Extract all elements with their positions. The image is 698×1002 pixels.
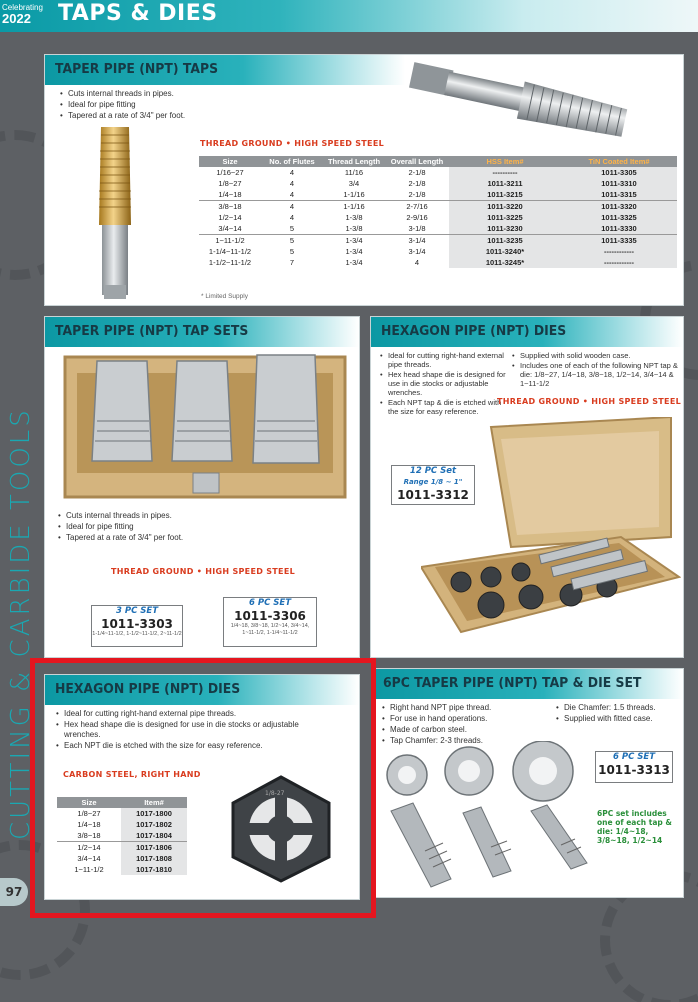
set-label-6pc: [223, 597, 317, 647]
table-cell: 1011-3225: [449, 212, 561, 223]
table-cell: 1017-1800: [121, 808, 187, 819]
feature-item: • Tap Chamfer: 2-3 threads.: [381, 736, 551, 746]
table-cell: 1017-1808: [121, 853, 187, 864]
feature-list-left: [379, 351, 509, 417]
feature-item: • Hex head shape die is designed for use in die stocks or adjustable wrenches.: [55, 720, 315, 740]
panel-title: HEXAGON PIPE (NPT) DIES: [381, 323, 567, 339]
feature-item: • Die Chamfer: 1.5 threads.: [555, 703, 683, 713]
table-row: [199, 235, 677, 247]
table-cell: 5: [289, 224, 295, 233]
table-cell: 1011-3215: [449, 189, 561, 201]
spec-line: THREAD GROUND • HIGH SPEED STEEL: [111, 567, 295, 576]
column-header: Item#: [121, 797, 187, 808]
table-cell: 2-1/8: [408, 190, 426, 199]
feature-item: • Cuts internal threads in pipes.: [57, 511, 347, 521]
badge-year: 2022: [2, 11, 31, 26]
column-header: TiN Coated Item#: [561, 156, 677, 167]
feature-item: • Ideal for cutting right-hand external pipe threads.: [379, 351, 509, 369]
table-cell: 1011-3211: [449, 178, 561, 189]
table-cell: 1011-3315: [561, 189, 677, 201]
footnote: * Limited Supply: [201, 293, 248, 300]
table-cell: 1011-3335: [561, 235, 677, 247]
table-cell: 1-3/8: [345, 213, 363, 222]
panel-header: [373, 669, 683, 699]
table-cell: 1011-3245*: [449, 257, 561, 268]
table-cell: 2-1/8: [408, 179, 426, 188]
table-cell: 1017-1810: [121, 864, 187, 875]
table-cell: ------------: [561, 257, 677, 268]
table-cell: 1017-1806: [121, 842, 187, 854]
feature-item: • Ideal for pipe fitting: [57, 522, 347, 532]
feature-item: • Supplied with solid wooden case.: [511, 351, 683, 360]
table-cell: 1/2~14: [57, 842, 121, 854]
set-range: Range 1/8 ~ 1": [403, 478, 463, 486]
table-cell: 1011-3235: [449, 235, 561, 247]
set-number: 1011-3312: [397, 488, 469, 502]
feature-list-right: [555, 703, 683, 725]
set-label-text: 12 PC Set: [409, 466, 457, 476]
table-cell: 2-7/16: [385, 201, 449, 213]
panel-header: [45, 55, 405, 85]
table-row: [199, 223, 677, 235]
table-cell: 4: [289, 168, 295, 177]
table-cell: 4: [289, 179, 295, 188]
tap-die-set-image: [381, 741, 593, 897]
table-cell: 1/16~27: [216, 168, 244, 177]
table-row: [199, 189, 677, 201]
table-cell: 3/8~18: [77, 831, 101, 840]
tap-die-set-panel: [372, 668, 684, 898]
steel-tap-image: [400, 57, 640, 152]
gold-tap-image: [85, 125, 145, 303]
feature-item: • Tapered at a rate of 3/4" per foot.: [57, 533, 347, 543]
panel-title: 6PC TAPER PIPE (NPT) TAP & DIE SET: [383, 675, 642, 691]
column-header: No. of Flutes: [261, 156, 323, 167]
panel-title: TAPER PIPE (NPT) TAP SETS: [55, 323, 249, 339]
table-cell: 1011-3310: [561, 178, 677, 189]
set-number: 1011-3306: [234, 609, 306, 623]
spec-line: THREAD GROUND • HIGH SPEED STEEL: [200, 139, 384, 148]
set-label-6pc-tap-die: [595, 751, 673, 783]
set-label-3pc: [91, 605, 183, 647]
table-cell: 1/4~18: [77, 820, 101, 829]
table-cell: 4: [261, 201, 323, 213]
table-cell: 1011-3240*: [449, 246, 561, 257]
table-cell: 3-1/8: [408, 224, 426, 233]
table-cell: 1011-3230: [449, 223, 561, 235]
set-number: 1011-3303: [101, 617, 173, 631]
feature-item: • For use in hand operations.: [381, 714, 551, 724]
table-cell: 1011-3305: [561, 167, 677, 178]
page-number: 97: [0, 878, 28, 906]
table-cell: 3/4: [348, 179, 360, 188]
feature-item: • Supplied with fitted case.: [555, 714, 683, 724]
column-header: Overall Length: [385, 156, 449, 167]
spec-line: CARBON STEEL, RIGHT HAND: [63, 770, 201, 779]
table-cell: ------------: [561, 246, 677, 257]
set-sizes: 1/4~18, 3/8~18, 1/2~14, 3/4~14, 1~11-1/2, 1-1/4~11-1/2: [230, 623, 310, 636]
feature-item: • Each NPT die is etched with the size for easy reference.: [55, 741, 315, 751]
table-cell: 2-1/8: [408, 168, 426, 177]
table-cell: 4: [289, 190, 295, 199]
table-cell: 1/8~27: [77, 809, 101, 818]
feature-item: • Cuts internal threads in pipes.: [59, 89, 319, 99]
table-row: [199, 257, 677, 268]
die-set-case-image: [421, 417, 681, 637]
feature-item: • Hex head shape die is designed for use in die stocks or adjustable wrenches.: [379, 370, 509, 397]
table-cell: 3-1/4: [385, 235, 449, 247]
table-cell: 1-1/4~11-1/2: [208, 247, 252, 256]
panel-header: [371, 317, 683, 347]
feature-list-right: [511, 351, 683, 389]
feature-item: • Each NPT tap & die is etched with the size for easy reference.: [379, 398, 509, 416]
table-cell: ----------: [449, 167, 561, 178]
table-cell: 1-3/4: [345, 247, 363, 256]
table-cell: 1/4~18: [218, 190, 242, 199]
die-etch-text: 1/8-27: [265, 790, 285, 797]
table-cell: 4: [289, 213, 295, 222]
table-cell: 1011-3330: [561, 223, 677, 235]
feature-item: • Ideal for cutting right-hand external pipe threads.: [55, 709, 315, 719]
table-cell: 7: [289, 258, 295, 267]
feature-item: • Ideal for pipe fitting: [59, 100, 319, 110]
table-cell: 2-9/16: [406, 213, 428, 222]
table-cell: 3/8~18: [199, 201, 261, 213]
table-cell: 1011-3325: [561, 212, 677, 223]
taps-panel: [44, 54, 684, 306]
table-cell: 1~11-1/2: [199, 235, 261, 247]
panel-title: HEXAGON PIPE (NPT) DIES: [55, 681, 241, 697]
table-cell: 1017-1804: [121, 830, 187, 842]
table-cell: 1/8~27: [218, 179, 242, 188]
table-row: [199, 212, 677, 223]
set-sizes: 1-1/4~11-1/2, 1-1/2~11-1/2, 2~11-1/2: [92, 631, 182, 637]
feature-item: • Right hand NPT pipe thread.: [381, 703, 551, 713]
feature-item: • Made of carbon steel.: [381, 725, 551, 735]
column-header: HSS Item#: [449, 156, 561, 167]
set-label-text: 6 PC SET: [612, 752, 656, 762]
table-cell: 3/4~14: [218, 224, 242, 233]
anniversary-badge: [2, 3, 46, 29]
taps-table: [199, 156, 677, 268]
table-row: [199, 178, 677, 189]
panel-title: TAPER PIPE (NPT) TAPS: [55, 61, 219, 77]
column-header: Size: [199, 156, 261, 167]
table-row: [199, 201, 677, 213]
feature-item: • Includes one of each of the following NPT tap & die: 1/8~27, 1/4~18, 3/8~18, 1/2~14, 3/4~14 & 1~11-1/2: [511, 361, 683, 388]
table-cell: 5: [261, 235, 323, 247]
set-note: 6PC set includes one of each tap & die: 1/4~18, 3/8~18, 1/2~14: [597, 809, 672, 845]
table-cell: 11/16: [344, 168, 364, 177]
table-cell: 1017-1802: [121, 819, 187, 830]
hex-dies-set-panel: [370, 316, 684, 658]
table-cell: 1011-3220: [449, 201, 561, 213]
table-cell: 5: [289, 247, 295, 256]
spec-line: THREAD GROUND • HIGH SPEED STEEL: [497, 397, 681, 406]
page-title: TAPS & DIES: [58, 1, 218, 26]
column-header: Size: [57, 797, 121, 808]
section-side-label: CUTTING & CARBIDE TOOLS: [6, 407, 36, 840]
table-cell: 1-3/4: [345, 258, 363, 267]
set-label-text: 3 PC SET: [115, 606, 159, 616]
table-cell: 1/2~14: [218, 213, 242, 222]
badge-text: Celebrating: [2, 3, 43, 12]
table-cell: 1-1/16: [323, 201, 385, 213]
tap-set-case-image: [57, 351, 353, 501]
table-cell: 1011-3320: [561, 201, 677, 213]
table-cell: 1-3/8: [345, 224, 363, 233]
table-cell: 3/4~14: [77, 854, 101, 863]
set-number: 1011-3313: [598, 763, 670, 777]
table-row: [199, 167, 677, 178]
feature-item: • Tapered at a rate of 3/4" per foot.: [59, 111, 319, 121]
set-label-text: 6 PC SET: [248, 598, 292, 608]
table-row: [199, 246, 677, 257]
tap-sets-panel: [44, 316, 360, 658]
header-bar: [0, 0, 698, 32]
selection-highlight: [30, 658, 376, 918]
table-cell: 1~11-1/2: [74, 865, 104, 874]
panel-header: [45, 317, 359, 347]
table-cell: 4: [414, 258, 420, 267]
table-cell: 1-1/2~11-1/2: [208, 258, 252, 267]
table-cell: 1-1/16: [343, 190, 365, 199]
table-cell: 1-3/4: [323, 235, 385, 247]
table-cell: 3-1/4: [408, 247, 426, 256]
column-header: Thread Length: [323, 156, 385, 167]
feature-list: [57, 511, 347, 544]
feature-list: [59, 89, 319, 122]
